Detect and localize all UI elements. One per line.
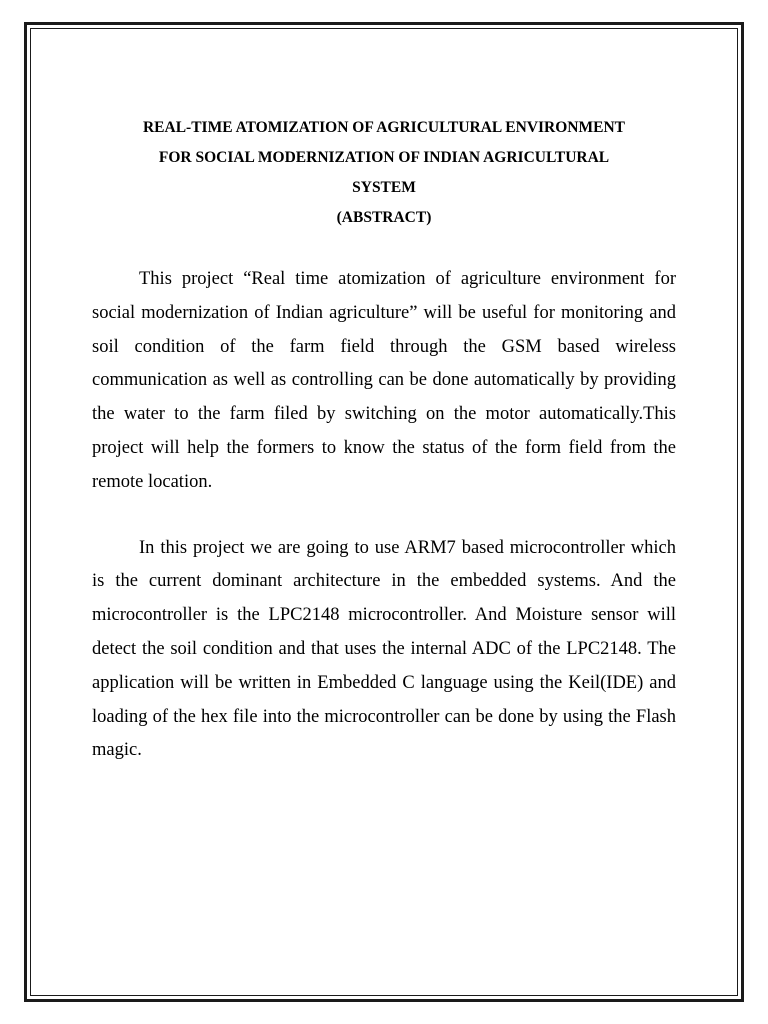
document-body xyxy=(92,113,676,768)
abstract-label: (ABSTRACT) xyxy=(336,209,432,226)
title-line-3: SYSTEM xyxy=(352,179,416,196)
title-line-2: FOR SOCIAL MODERNIZATION OF INDIAN AGRICULTURAL xyxy=(158,149,610,166)
document-title xyxy=(92,113,676,233)
abstract-paragraph-2: In this project we are going to use ARM7 based microcontroller which is the current dominant architecture in the embedded systems. And the microcontroller is the LPC2148 microcontroller. And Moisture sensor will detect the soil condition and that uses the internal ADC of the LPC2148. The application will be written in Embedded C language using the Keil(IDE) and loading of the hex file into the microcontroller can be done by using the Flash magic. xyxy=(92,537,676,761)
abstract-paragraph-1: This project “Real time atomization of agriculture environment for social modernization of Indian agriculture” will be useful for monitoring and soil condition of the farm field through the GSM based wireless communication as well as controlling can be done automatically by providing the water to the farm filed by switching on the motor automatically.This project will help the formers to know the status of the form field from the remote location. xyxy=(92,269,676,492)
title-line-1: REAL-TIME ATOMIZATION OF AGRICULTURAL ENVIRONMENT xyxy=(142,119,625,136)
